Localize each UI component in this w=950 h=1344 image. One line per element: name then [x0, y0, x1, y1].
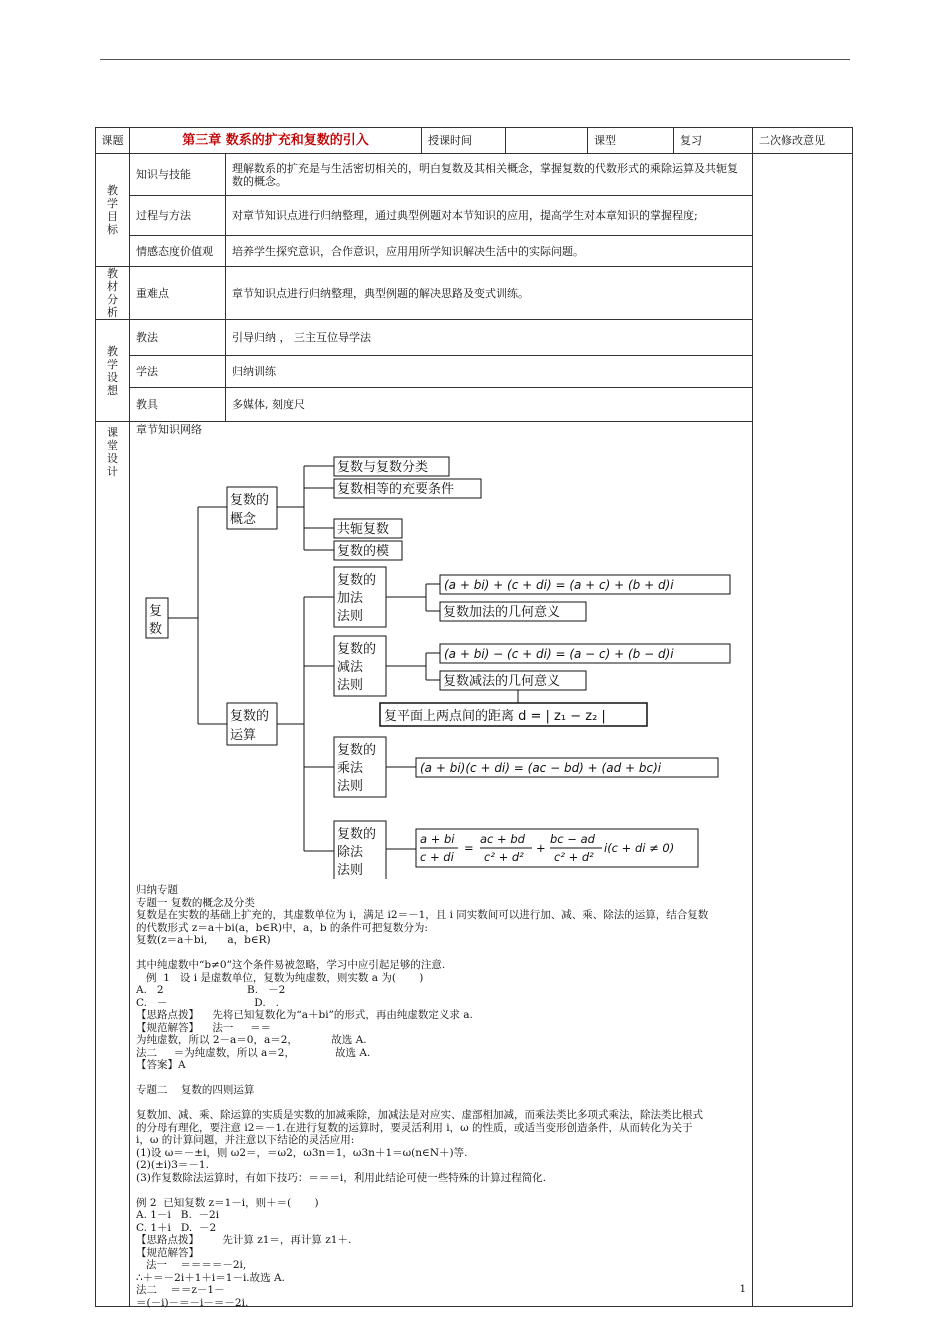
- root-label-1: 复: [149, 604, 163, 619]
- mul-formula: (a + bi)(c + di) = (ac − bd) + (ad + bc)i: [420, 761, 662, 775]
- design-section-label: 课堂设计: [96, 422, 130, 1307]
- body-line: (1)设 ω＝－±i，则 ω2＝，＝ω2，ω3n＝1，ω3n＋1＝ω(n∈N＋)等.: [136, 1146, 468, 1159]
- body-line: 复数加、减、乘、除运算的实质是实数的加减乘除，加减法是对应实、虚部相加减，而乘法类比多项式乘法，除法类比根式: [136, 1109, 703, 1121]
- body-line: 的分母有理化，要注意 i2＝－1.在进行复数的运算时，要灵活利用 i，ω 的性质，或适当变形创造条件，从而转化为关于: [136, 1121, 693, 1134]
- body-line: 复数是在实数的基础上扩充的，其虚数单位为 i，满足 i2＝－1，且 i 同实数间可以进行加、减、乘、除法的运算，结合复数: [136, 909, 709, 921]
- body-line: [136, 1097, 708, 1110]
- goal-text: 对章节知识点进行归纳整理，通过典型例题对本节知识的应用，提高学生对本章知识的掌握程度;: [226, 196, 753, 236]
- body-line: 法二 ＝＝z－1－: [136, 1284, 225, 1296]
- div-tail: i(c + di ≠ 0): [604, 841, 675, 855]
- div-plus: +: [536, 841, 546, 855]
- goal-text: 理解数系的扩充是与生活密切相关的，明白复数及其相关概念，掌握复数的代数形式的乘除运算及共轭复数的概念。: [226, 154, 753, 196]
- plan-text: 引导归纳 ， 三主互位导学法: [226, 320, 753, 356]
- body-line: 专题二 复数的四则运算: [136, 1084, 255, 1096]
- plan-label: 教具: [130, 388, 226, 422]
- analysis-section-label: 教材分析: [96, 267, 130, 320]
- goal-label: 过程与方法: [130, 196, 226, 236]
- body-line: 【规范解答】 法一 ＝＝: [136, 1021, 272, 1034]
- div-label-1: 复数的: [337, 827, 377, 842]
- body-line: ＝(－i)－＝－i－＝－2i.: [136, 1296, 249, 1309]
- ops-connector: [277, 597, 334, 851]
- concept-item-1: 复数相等的充要条件: [337, 482, 455, 497]
- lesson-body-text: [136, 884, 708, 1309]
- div-lhs-num: a + bi: [420, 832, 455, 846]
- type-value: 复习: [674, 128, 753, 154]
- header-rule: [100, 59, 850, 60]
- concept-label-2: 概念: [230, 512, 257, 527]
- body-line: C. 1＋i D. －2: [136, 1221, 217, 1234]
- lesson-title: 第三章 数系的扩充和复数的引入: [130, 128, 422, 154]
- body-line: 例 2 已知复数 z＝1－i，则＋＝( ): [136, 1196, 319, 1209]
- body-line: 【规范解答】: [136, 1246, 199, 1259]
- network-title: 章节知识网络: [136, 423, 202, 436]
- goal-text: 培养学生探究意识，合作意识，应用用所学知识解决生活中的实际问题。: [226, 236, 753, 267]
- type-label: 课型: [588, 128, 674, 154]
- div-t2-den: c² + d²: [554, 850, 594, 864]
- body-line: A. 2 B. －2: [136, 984, 286, 996]
- lesson-plan-table: [95, 127, 853, 1307]
- page-number: 1: [739, 1284, 746, 1295]
- add-label-3: 法则: [337, 609, 364, 624]
- body-line: (2)(±i)3＝－1.: [136, 1159, 209, 1171]
- mul-label-1: 复数的: [337, 743, 377, 758]
- revision-label: 二次修改意见: [753, 128, 853, 154]
- sub-formula: (a + bi) − (c + di) = (a − c) + (b − d)i: [444, 647, 674, 661]
- ops-label-2: 运算: [230, 728, 257, 743]
- concept-connector: [277, 466, 334, 550]
- div-label-3: 法则: [337, 863, 364, 878]
- body-line: 【思路点拨】 先计算 z1＝，再计算 z1＋.: [136, 1234, 352, 1246]
- add-formula: (a + bi) + (c + di) = (a + c) + (b + d)i: [444, 578, 674, 592]
- body-line: 【答案】A: [136, 1059, 186, 1071]
- body-line: A. 1－i B. －2i: [136, 1209, 220, 1221]
- add-geo: 复数加法的几何意义: [443, 605, 561, 620]
- sub-label-2: 减法: [337, 660, 364, 675]
- concept-item-3: 复数的模: [337, 544, 390, 559]
- mul-label-2: 乘法: [337, 761, 364, 776]
- body-line: [136, 1072, 708, 1085]
- ops-label-1: 复数的: [230, 709, 270, 724]
- design-content: [130, 422, 753, 1307]
- concept-item-2: 共轭复数: [337, 522, 390, 537]
- body-line: C. － D. .: [136, 996, 280, 1009]
- add-label-1: 复数的: [337, 573, 377, 588]
- body-line: 专题一 复数的概念及分类: [136, 896, 255, 909]
- div-eq: =: [464, 841, 474, 855]
- div-t2-num: bc − ad: [550, 832, 595, 846]
- div-formula: [420, 832, 674, 864]
- topic-label: 课题: [96, 128, 130, 154]
- plan-label: 学法: [130, 356, 226, 388]
- plan-text: 归纳训练: [226, 356, 753, 388]
- root-label-2: 数: [149, 622, 163, 637]
- knowledge-network-diagram: [130, 434, 740, 879]
- analysis-text: 章节知识点进行归纳整理，典型例题的解决思路及变式训练。: [226, 267, 753, 320]
- goal-label: 知识与技能: [130, 154, 226, 196]
- concept-label-1: 复数的: [230, 493, 270, 508]
- body-line: 其中纯虚数中“b≠0”这个条件易被忽略，学习中应引起足够的注意.: [136, 959, 446, 971]
- analysis-label: 重难点: [130, 267, 226, 320]
- body-line: (3)作复数除法运算时，有如下技巧：＝＝＝i，利用此结论可使一些特殊的计算过程简化.: [136, 1171, 547, 1184]
- body-line: i，ω 的计算问题，并注意以下结论的灵活应用:: [136, 1134, 355, 1146]
- sub-geo: 复数减法的几何意义: [443, 674, 561, 689]
- time-label: 授课时间: [422, 128, 506, 154]
- body-line: 法一 ＝＝＝＝－2i,: [136, 1259, 247, 1271]
- goals-section-label: 教学目标: [96, 154, 130, 267]
- body-line: 法二 ＝为纯虚数，所以 a＝2， 故选 A.: [136, 1046, 371, 1059]
- div-t1-num: ac + bd: [480, 832, 525, 846]
- plan-text: 多媒体, 刻度尺: [226, 388, 753, 422]
- add-label-2: 加法: [337, 591, 364, 606]
- div-label-2: 除法: [337, 845, 364, 860]
- body-line: 为纯虚数，所以 2－a＝0，a＝2， 故选 A.: [136, 1034, 367, 1046]
- body-line: 【思路点拨】 先将已知复数化为“a＋bi”的形式，再由纯虚数定义求 a.: [136, 1009, 473, 1021]
- distance-formula: 复平面上两点间的距离 d = | z₁ − z₂ |: [384, 709, 606, 724]
- body-line: ∴＋＝－2i＋1＋i＝1－i.故选 A.: [136, 1271, 285, 1284]
- add-connector: [386, 584, 440, 611]
- body-line: 归纳专题: [136, 884, 178, 896]
- concept-item-0: 复数与复数分类: [337, 460, 429, 475]
- time-value: [506, 128, 588, 154]
- div-t1-den: c² + d²: [484, 850, 524, 864]
- body-line: 的代数形式 z＝a＋bi(a，b∈R)中，a，b 的条件可把复数分为:: [136, 921, 428, 934]
- sub-label-1: 复数的: [337, 642, 377, 657]
- goal-label: 情感态度价值观: [130, 236, 226, 267]
- plan-label: 教法: [130, 320, 226, 356]
- mul-label-3: 法则: [337, 779, 364, 794]
- sub-label-3: 法则: [337, 678, 364, 693]
- body-line: [136, 947, 708, 960]
- body-line: [136, 1184, 708, 1197]
- div-lhs-den: c + di: [420, 850, 454, 864]
- body-line: 例 1 设 i 是虚数单位，复数为纯虚数，则实数 a 为( ): [136, 971, 424, 984]
- body-line: 复数(z＝a＋bi, a，b∈R): [136, 934, 271, 946]
- trunk-connector: [168, 507, 227, 724]
- plan-section-label: 教学设想: [96, 320, 130, 422]
- revision-notes-column: [753, 154, 853, 1307]
